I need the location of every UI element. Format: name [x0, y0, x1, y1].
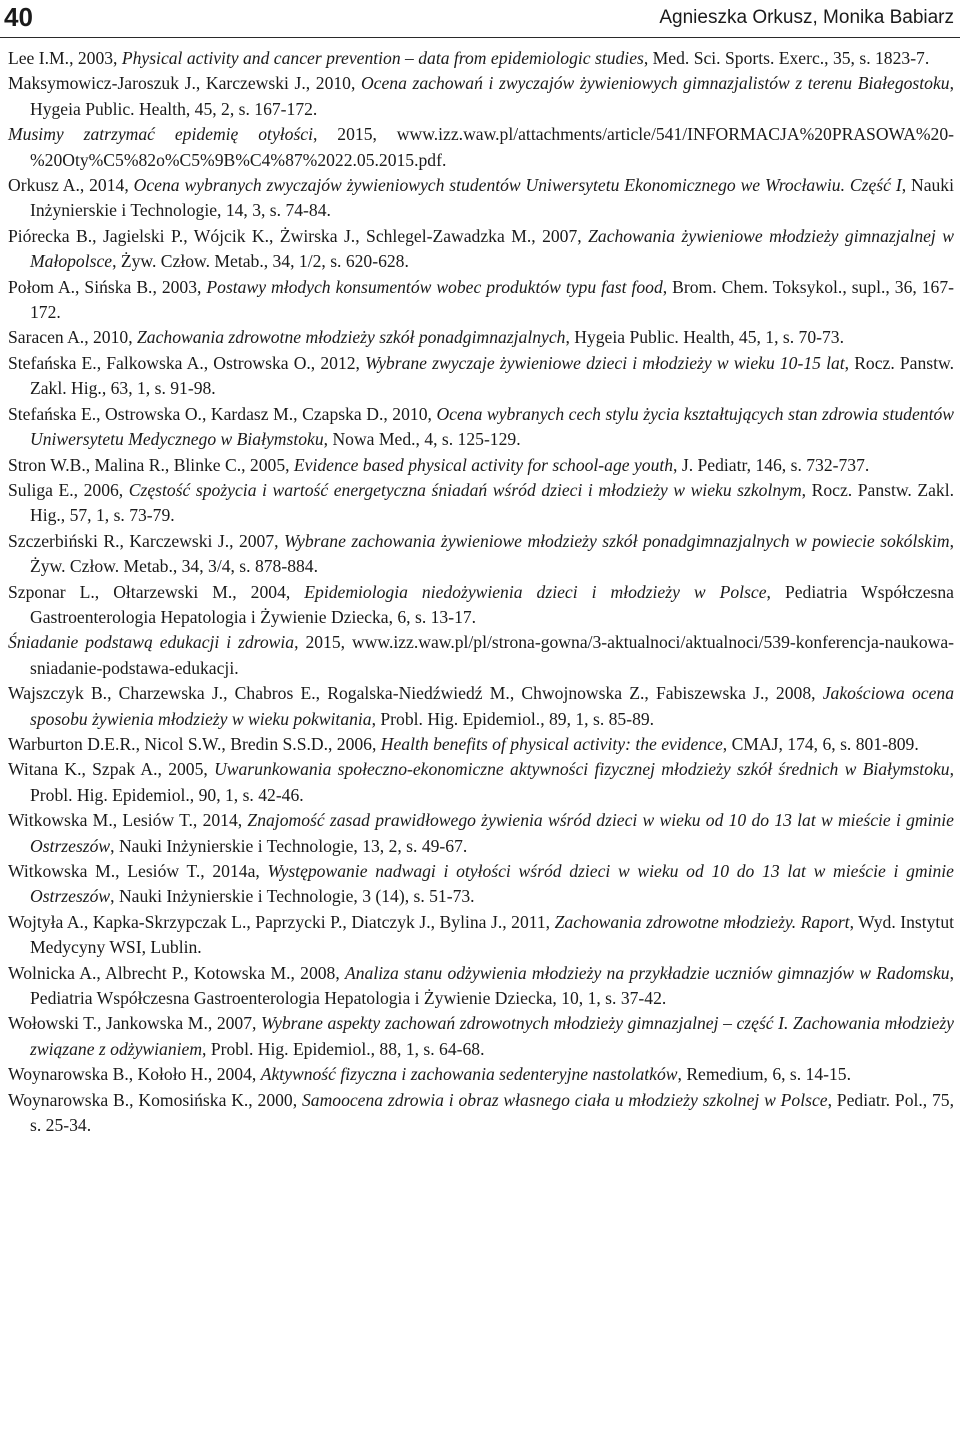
- reference-entry: [8, 122, 954, 173]
- reference-entry: [8, 859, 954, 910]
- page-number: 40: [4, 2, 33, 32]
- reference-title: Zachowania zdrowotne młodzieży szkół ponadgimnazjalnych: [137, 327, 566, 348]
- reference-authors-year: Wajszczyk B., Charzewska J., Chabros E., Rogalska-Niedźwiedź M., Chwojnowska Z., Fabiszewska J., 2008,: [8, 683, 823, 704]
- reference-source: , Med. Sci. Sports. Exerc., 35, s. 1823-7.: [643, 48, 930, 68]
- reference-authors-year: Woynarowska B., Kołoło H., 2004,: [8, 1064, 261, 1085]
- reference-authors-year: Orkusz A., 2014,: [8, 175, 134, 196]
- reference-entry: [8, 46, 954, 71]
- reference-authors-year: Witana K., Szpak A., 2005,: [8, 759, 215, 780]
- reference-authors-year: Lee I.M., 2003,: [8, 48, 122, 68]
- reference-source: , Nauki Inżynierskie i Technologie, 14, 3, s. 74-84.: [30, 175, 954, 221]
- reference-entry: [8, 453, 954, 478]
- reference-entry: [8, 478, 954, 529]
- reference-title: Zachowania żywieniowe młodzieży gimnazjalnej w Małopolsce: [30, 225, 954, 272]
- reference-source: , Rocz. Panstw. Zakl. Hig., 63, 1, s. 91-98.: [30, 352, 954, 399]
- reference-source: , Probl. Hig. Epidemiol., 89, 1, s. 85-89.: [371, 708, 655, 729]
- reference-entry: [8, 732, 954, 757]
- reference-title: Musimy zatrzymać epidemię otyłości: [8, 124, 313, 145]
- reference-authors-year: Woynarowska B., Komosińska K., 2000,: [8, 1089, 302, 1110]
- reference-authors-year: Saracen A., 2010,: [8, 327, 137, 348]
- reference-title: Ocena zachowań i zwyczajów żywieniowych gimnazjalistów z terenu Białegostoku: [360, 73, 950, 94]
- reference-source: , 2015, www.izz.waw.pl/attachments/article/541/INFORMACJA%20PRASOWA%20-%20Oty%C5%82o%C5%9B%C4%87%2022.05.2015.pdf.: [30, 124, 955, 170]
- reference-source: , 2015, www.izz.waw.pl/pl/strona-gowna/3-aktualnoci/aktualnoci/539-konferencja-naukowa-sniadanie-podstawa-edukacji.: [30, 632, 955, 678]
- reference-entry: [8, 580, 954, 631]
- reference-title: Wybrane aspekty zachowań zdrowotnych młodzieży gimnazjalnej – część I. Zachowania młodzieży związane z odżywianiem: [30, 1013, 954, 1059]
- reference-title: Samoocena zdrowia i obraz własnego ciała u młodzieży szkolnej w Polsce: [301, 1089, 828, 1110]
- reference-entry: [8, 351, 954, 402]
- reference-entry: [8, 173, 954, 224]
- reference-source: , Pediatr. Pol., 75, s. 25-34.: [30, 1089, 954, 1136]
- reference-source: , Pediatria Współczesna Gastroenterologia Hepatologia i Żywienie Dziecka, 10, 1, s. 37-42.: [30, 962, 954, 1009]
- reference-title: Znajomość zasad prawidłowego żywienia wśród dzieci w wieku od 10 do 13 lat w mieście i gminie Ostrzeszów: [30, 810, 954, 856]
- reference-source: , Probl. Hig. Epidemiol., 88, 1, s. 64-68.: [202, 1038, 485, 1059]
- reference-title: Aktywność fizyczna i zachowania sedenteryjne nastolatków: [260, 1064, 678, 1085]
- reference-entry: [8, 961, 954, 1012]
- reference-entry: [8, 529, 954, 580]
- reference-authors-year: Połom A., Sińska B., 2003,: [8, 276, 207, 297]
- reference-source: , Probl. Hig. Epidemiol., 90, 1, s. 42-46.: [30, 759, 955, 805]
- reference-title: Częstość spożycia i wartość energetyczna śniadań wśród dzieci i młodzieży w wieku szkolnym: [128, 479, 802, 500]
- reference-title: Wybrane zwyczaje żywieniowe dzieci i młodzieży w wieku 10-15 lat: [365, 352, 845, 373]
- reference-authors-year: Stron W.B., Malina R., Blinke C., 2005,: [8, 454, 294, 475]
- reference-source: , Nauki Inżynierskie i Technologie, 13, 2, s. 49-67.: [110, 835, 468, 856]
- reference-entry: [8, 224, 954, 275]
- reference-title: Śniadanie podstawą edukacji i zdrowia: [8, 632, 295, 653]
- reference-title: Postawy młodych konsumentów wobec produktów typu fast food: [206, 276, 663, 297]
- reference-source: , Nauki Inżynierskie i Technologie, 3 (14), s. 51-73.: [110, 886, 475, 907]
- reference-title: Ocena wybranych zwyczajów żywieniowych studentów Uniwersytetu Ekonomicznego we Wrocławiu. Część I: [133, 175, 902, 196]
- running-head-authors: Agnieszka Orkusz, Monika Babiarz: [659, 7, 954, 28]
- reference-title: Ocena wybranych cech stylu życia kształtujących stan zdrowia studentów Uniwersytetu Medycznego w Białymstoku: [30, 403, 954, 450]
- reference-title: Występowanie nadwagi i otyłości wśród dzieci w wieku od 10 do 13 lat w mieście i gminie Ostrzeszów: [30, 861, 954, 907]
- reference-entry: [8, 1088, 954, 1139]
- reference-source: , Żyw. Człow. Metab., 34, 3/4, s. 878-884.: [30, 530, 954, 577]
- reference-entry: [8, 1011, 954, 1062]
- reference-authors-year: Wołowski T., Jankowska M., 2007,: [8, 1013, 261, 1034]
- reference-source: , Nowa Med., 4, s. 125-129.: [323, 429, 521, 450]
- reference-authors-year: Warburton D.E.R., Nicol S.W., Bredin S.S.D., 2006,: [8, 733, 381, 754]
- reference-authors-year: Witkowska M., Lesiów T., 2014a,: [8, 861, 268, 881]
- reference-authors-year: Witkowska M., Lesiów T., 2014,: [8, 810, 248, 831]
- reference-source: , Remedium, 6, s. 14-15.: [677, 1064, 851, 1085]
- reference-authors-year: Stefańska E., Ostrowska O., Kardasz M., Czapska D., 2010,: [8, 403, 437, 424]
- reference-source: , Hygeia Public. Health, 45, 1, s. 70-73.: [565, 327, 844, 348]
- reference-source: , J. Pediatr, 146, s. 732-737.: [673, 454, 870, 475]
- reference-title: Jakościowa ocena sposobu żywienia młodzieży w wieku pokwitania: [30, 683, 955, 729]
- reference-authors-year: Wojtyła A., Kapka-Skrzypczak L., Paprzycki P., Diatczyk J., Bylina J., 2011,: [8, 911, 555, 932]
- reference-title: Analiza stanu odżywienia młodzieży na przykładzie uczniów gimnazjów w Radomsku: [345, 962, 950, 983]
- reference-source: , Hygeia Public. Health, 45, 2, s. 167-172.: [30, 73, 954, 119]
- reference-source: , Rocz. Panstw. Zakl. Hig., 57, 1, s. 73-79.: [30, 479, 955, 526]
- reference-entry: [8, 757, 954, 808]
- reference-title: Uwarunkowania społeczno-ekonomiczne aktywności fizycznej młodzieży szkół średnich w Białymstoku: [214, 759, 950, 780]
- reference-entry: [8, 630, 954, 681]
- reference-title: Evidence based physical activity for school-age youth: [293, 454, 674, 475]
- reference-list: [8, 46, 954, 1138]
- reference-authors-year: Maksymowicz-Jaroszuk J., Karczewski J., 2010,: [8, 73, 361, 94]
- reference-entry: [8, 71, 954, 122]
- reference-authors-year: Szczerbiński R., Karczewski J., 2007,: [8, 530, 284, 551]
- page-header: [0, 0, 960, 38]
- reference-entry: [8, 910, 954, 961]
- reference-authors-year: Szponar L., Ołtarzewski M., 2004,: [8, 581, 305, 602]
- reference-entry: [8, 1062, 954, 1087]
- reference-title: Health benefits of physical activity: the evidence: [380, 733, 723, 754]
- reference-entry: [8, 681, 954, 732]
- reference-title: Zachowania zdrowotne młodzieży. Raport: [554, 911, 850, 932]
- reference-entry: [8, 808, 954, 859]
- reference-title: Wybrane zachowania żywieniowe młodzieży szkół ponadgimnazjalnych w powiecie sokólskim: [284, 530, 950, 551]
- reference-source: , CMAJ, 174, 6, s. 801-809.: [722, 733, 919, 754]
- reference-source: , Pediatria Współczesna Gastroenterologia Hepatologia i Żywienie Dziecka, 6, s. 13-17.: [30, 581, 954, 627]
- reference-title: Physical activity and cancer prevention – data from epidemiologic studies: [121, 48, 644, 68]
- reference-authors-year: Piórecka B., Jagielski P., Wójcik K., Żwirska J., Schlegel-Zawadzka M., 2007,: [8, 225, 589, 246]
- reference-entry: [8, 275, 954, 326]
- reference-source: , Brom. Chem. Toksykol., supl., 36, 167-172.: [30, 276, 955, 323]
- reference-authors-year: Stefańska E., Falkowska A., Ostrowska O., 2012,: [8, 352, 366, 373]
- reference-authors-year: Suliga E., 2006,: [8, 479, 129, 500]
- reference-authors-year: Wolnicka A., Albrecht P., Kotowska M., 2008,: [8, 962, 346, 983]
- reference-source: , Wyd. Instytut Medycyny WSI, Lublin.: [30, 911, 955, 958]
- reference-source: , Żyw. Człow. Metab., 34, 1/2, s. 620-628.: [112, 251, 409, 272]
- reference-entry: [8, 402, 954, 453]
- reference-title: Epidemiologia niedożywienia dzieci i młodzieży w Polsce: [304, 581, 767, 602]
- reference-entry: [8, 325, 954, 350]
